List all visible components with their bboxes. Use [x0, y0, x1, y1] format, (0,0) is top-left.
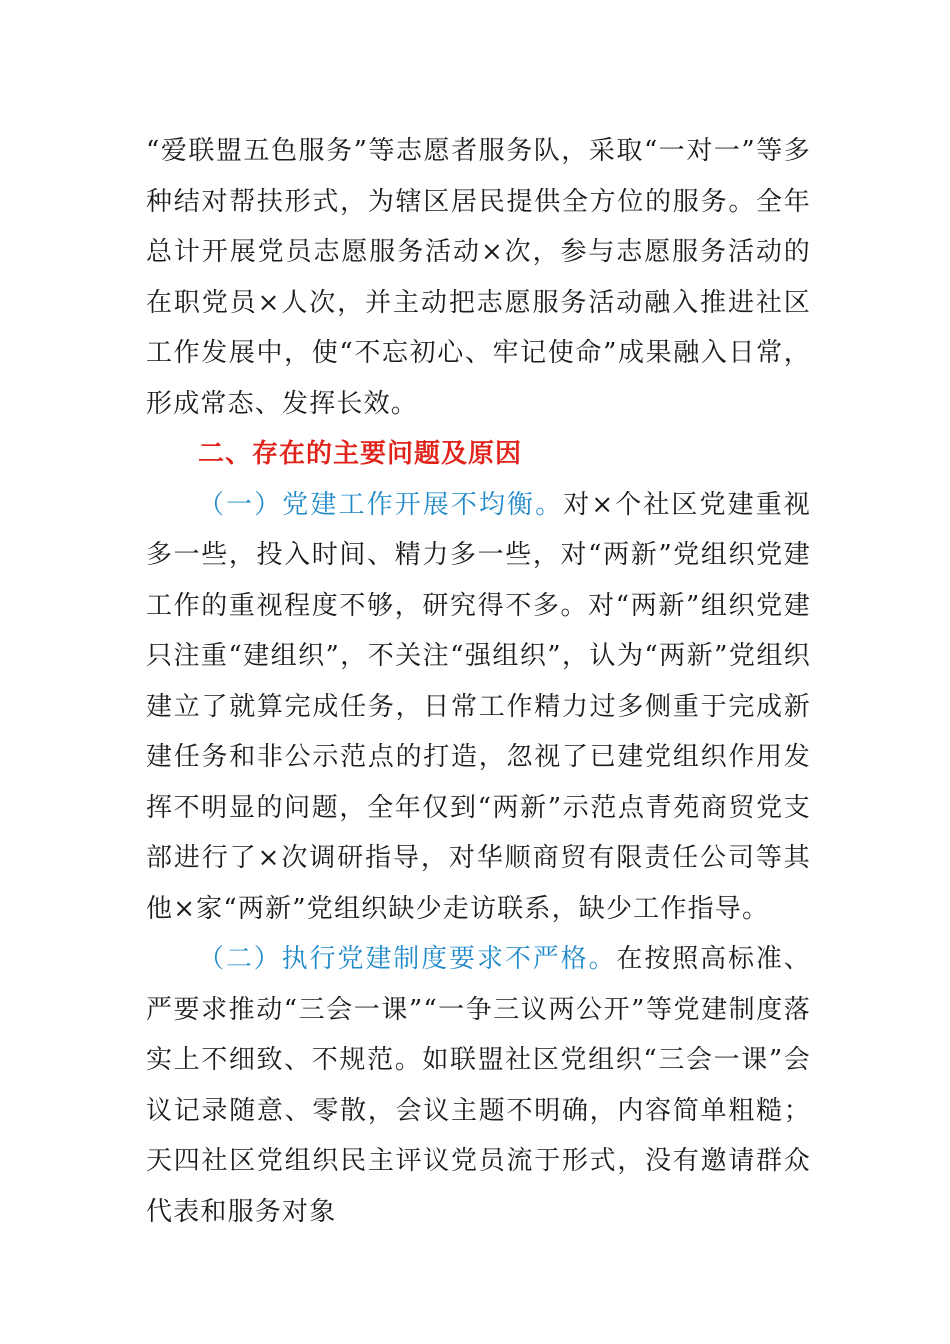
section-heading: 二、存在的主要问题及原因: [198, 439, 523, 469]
item-body-2: 在按照高标准、严要求推动“三会一课”“一争三议两公开”等党建制度落实上不细致、不规范。如联盟社区党组织“三会一课”会议记录随意、零散，会议主题不明确，内容简单粗糙；天四社区党组织民主评议党员流于形式，没有邀请群众代表和服务对象: [146, 944, 811, 1227]
item-title-1: （一）党建工作开展不均衡。: [198, 489, 564, 520]
document-body: [146, 126, 811, 1237]
item-paragraph-2: [146, 934, 811, 1237]
item-body-1: 对×个社区党建重视多一些，投入时间、精力多一些，对“两新”党组织党建工作的重视程度不够，研究得不多。对“两新”组织党建只注重“建组织”，不关注“强组织”，认为“两新”党组织建立了就算完成任务，日常工作精力过多侧重于完成新建任务和非公示范点的打造，忽视了已建党组织作用发挥不明显的问题，全年仅到“两新”示范点青苑商贸党支部进行了×次调研指导，对华顺商贸有限责任公司等其他×家“两新”党组织缺少走访联系，缺少工作指导。: [146, 489, 811, 924]
item-title-2: （二）执行党建制度要求不严格。: [198, 944, 617, 974]
item-paragraph-1: [146, 480, 811, 935]
intro-paragraph: “爱联盟五色服务”等志愿者服务队，采取“一对一”等多种结对帮扶形式，为辖区居民提供全方位的服务。全年总计开展党员志愿服务活动×次，参与志愿服务活动的在职党员×人次，并主动把志愿服务活动融入推进社区工作发展中，使“不忘初心、牢记使命”成果融入日常，形成常态、发挥长效。: [146, 136, 811, 419]
